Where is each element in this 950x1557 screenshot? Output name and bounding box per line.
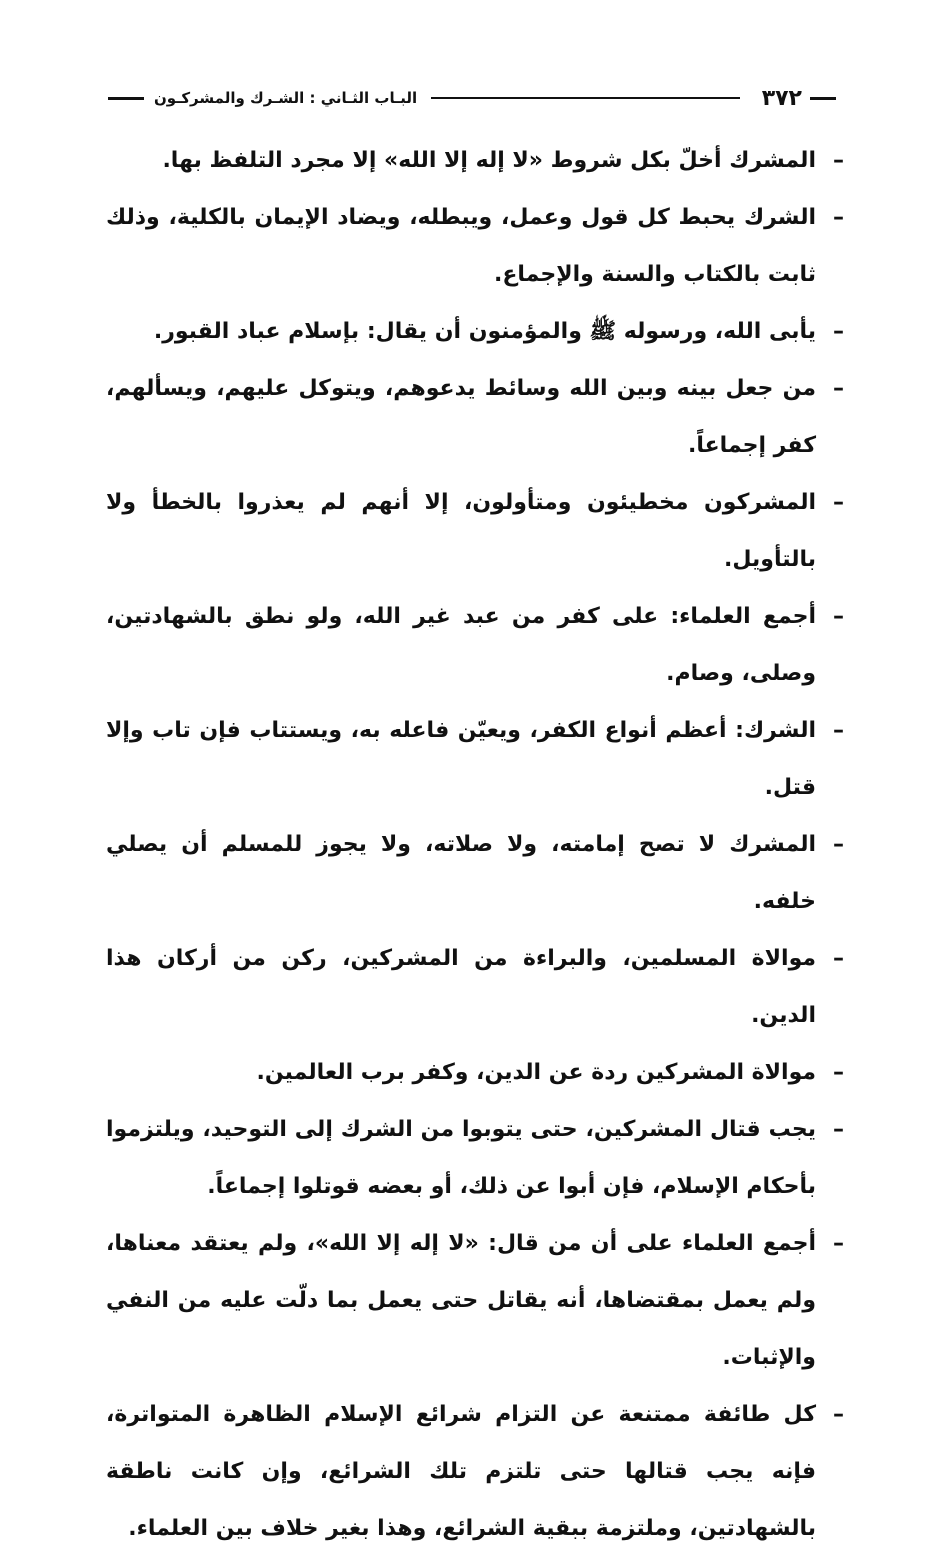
list-item [106, 1215, 844, 1386]
list-item [106, 1101, 844, 1215]
list-item [106, 303, 844, 360]
bullet-dash: – [833, 1402, 844, 1427]
header-rule [431, 97, 740, 99]
bullet-dash: – [833, 1231, 844, 1256]
list-item [106, 702, 844, 816]
bullet-dash: – [833, 1117, 844, 1142]
list-item [106, 930, 844, 1044]
list-item [106, 360, 844, 474]
list-item [106, 132, 844, 189]
list-item-text: من جعل بينه وبين الله وسائط يدعوهم، ويتوكل عليهم، ويسألهم، كفر إجماعاً. [106, 376, 816, 458]
list-item [106, 816, 844, 930]
list-item-text: المشرك أخلّ بكل شروط «لا إله إلا الله» إلا مجرد التلفظ بها. [162, 148, 816, 173]
list-item [106, 1044, 844, 1101]
list-item-text: المشرك لا تصح إمامته، ولا صلاته، ولا يجوز للمسلم أن يصلي خلفه. [106, 832, 816, 914]
bullet-dash: – [833, 319, 844, 344]
list-item-text: الشرك يحبط كل قول وعمل، ويبطله، ويضاد الإيمان بالكلية، وذلك ثابت بالكتاب والسنة والإجماع. [106, 205, 816, 287]
list-item-text: يجب قتال المشركين، حتى يتوبوا من الشرك إلى التوحيد، ويلتزموا بأحكام الإسلام، فإن أبوا عن ذلك، أو بعضه قوتلوا إجماعاً. [106, 1117, 816, 1199]
header-dash-right [810, 97, 836, 100]
list-item-text: موالاة المسلمين، والبراءة من المشركين، ركن من أركان هذا الدين. [106, 946, 816, 1028]
bullet-dash: – [833, 604, 844, 629]
list-item [106, 474, 844, 588]
list-item-text: الشرك: أعظم أنواع الكفر، ويعيّن فاعله به، ويستتاب فإن تاب وإلا قتل. [106, 718, 816, 800]
list-item-text: موالاة المشركين ردة عن الدين، وكفر برب العالمين. [256, 1060, 816, 1085]
bullet-dash: – [833, 376, 844, 401]
list-item-text: المشركون مخطيئون ومتأولون، إلا أنهم لم يعذروا بالخطأ ولا بالتأويل. [106, 490, 816, 572]
page-header [108, 78, 836, 118]
bullet-dash: – [833, 718, 844, 743]
header-dash-left [108, 97, 144, 100]
bullet-dash: – [833, 1060, 844, 1085]
bullet-dash: – [833, 205, 844, 230]
list-item [106, 1386, 844, 1557]
list-item [106, 588, 844, 702]
page-number: ٣٧٢ [761, 85, 802, 111]
bullet-dash: – [833, 832, 844, 857]
list-item-text: أجمع العلماء: على كفر من عبد غير الله، ولو نطق بالشهادتين، وصلى، وصام. [106, 604, 816, 686]
page-body [106, 132, 844, 1557]
list-item [106, 189, 844, 303]
running-title: البـاب الثـاني : الشـرك والمشركـون [154, 89, 418, 107]
bullet-dash: – [833, 148, 844, 173]
bullet-dash: – [833, 946, 844, 971]
list-item-text: كل طائفة ممتنعة عن التزام شرائع الإسلام الظاهرة المتواترة، فإنه يجب قتالها حتى تلتزم تلك الشرائع، وإن كانت ناطقة بالشهادتين، وملتزمة ببقية الشرائع، وهذا بغير خلاف بين العلماء. [106, 1402, 816, 1541]
list-item-text: يأبى الله، ورسوله ﷺ والمؤمنون أن يقال: بإسلام عباد القبور. [153, 319, 816, 344]
bullet-dash: – [833, 490, 844, 515]
list-item-text: أجمع العلماء على أن من قال: «لا إله إلا الله»، ولم يعتقد معناها، ولم يعمل بمقتضاها، أنه يقاتل حتى يعمل بما دلّت عليه من النفي والإثبات. [106, 1231, 816, 1370]
